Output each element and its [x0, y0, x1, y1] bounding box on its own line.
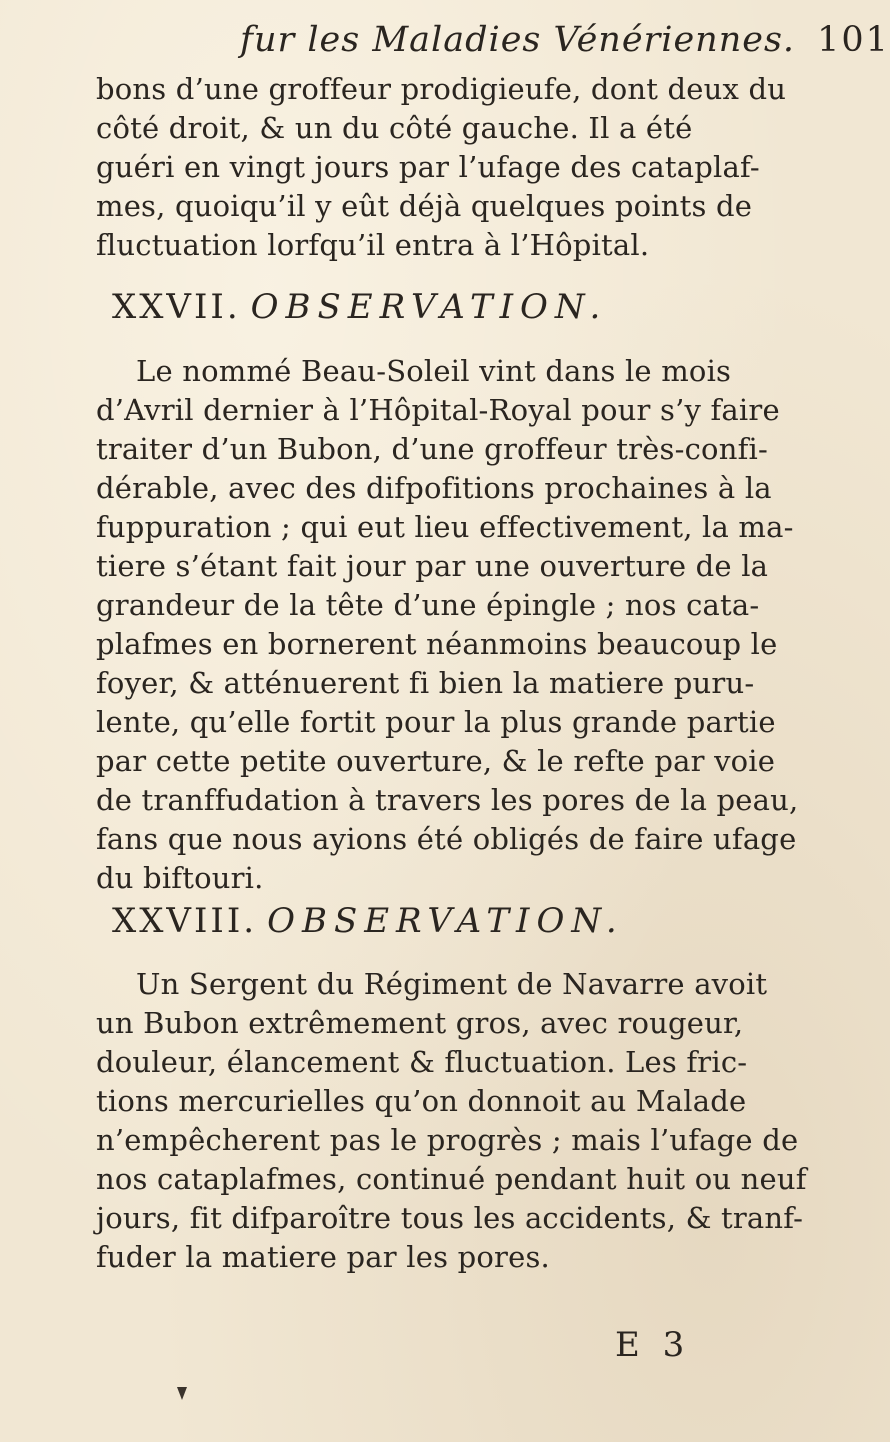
- paragraph-continuation: [96, 70, 786, 265]
- text-line: côté droit, & un du côté gauche. Il a été: [96, 111, 693, 145]
- text-line: par cette petite ouverture, & le refte par voie: [96, 744, 776, 778]
- text-line: nos cataplafmes, continué pendant huit ou neuf: [96, 1162, 807, 1196]
- text-line: fuppuration ; qui eut lieu effectivement, la ma-: [96, 510, 794, 544]
- paragraph-observation-28: [96, 965, 807, 1277]
- signature-mark: E 3: [615, 1325, 691, 1365]
- text-line: traiter d’un Bubon, d’une groffeur très-confi-: [96, 432, 768, 466]
- text-line: fuder la matiere par les pores.: [96, 1240, 550, 1274]
- heading-word: OBSERVATION.: [250, 287, 608, 327]
- text-line: fans que nous ayions été obligés de faire ufage: [96, 822, 797, 856]
- observation-heading-28: [112, 896, 752, 946]
- text-line: plafmes en bornerent néanmoins beaucoup le: [96, 627, 778, 661]
- text-line: fluctuation lorfqu’il entra à l’Hôpital.: [96, 228, 650, 262]
- text-line: Un Sergent du Régiment de Navarre avoit: [136, 967, 768, 1001]
- text-line: d’Avril dernier à l’Hôpital-Royal pour s’y faire: [96, 393, 780, 427]
- text-line: de tranffudation à travers les pores de la peau,: [96, 783, 799, 817]
- text-line: un Bubon extrêmement gros, avec rougeur,: [96, 1006, 744, 1040]
- observation-heading-27: [112, 282, 752, 332]
- text-line: grandeur de la tête d’une épingle ; nos cata-: [96, 588, 760, 622]
- text-line: tiere s’étant fait jour par une ouverture de la: [96, 549, 769, 583]
- text-line: bons d’une groffeur prodigieufe, dont deux du: [96, 72, 787, 106]
- text-line: douleur, élancement & fluctuation. Les fric-: [96, 1045, 748, 1079]
- text-line: foyer, & atténuerent fi bien la matiere puru-: [96, 666, 755, 700]
- text-line: tions mercurielles qu’on donnoit au Malade: [96, 1084, 747, 1118]
- text-line: jours, fit difparoître tous les accidents, & tranf-: [96, 1201, 804, 1235]
- text-line: n’empêcherent pas le progrès ; mais l’ufage de: [96, 1123, 799, 1157]
- text-line: mes, quoiqu’il y eût déjà quelques points de: [96, 189, 753, 223]
- heading-word: OBSERVATION.: [267, 901, 624, 941]
- text-line: dérable, avec des difpofitions prochaines à la: [96, 471, 772, 505]
- heading-numeral: XXVII.: [112, 287, 241, 327]
- paragraph-observation-27: [96, 352, 799, 898]
- running-head: [240, 20, 890, 68]
- page-number: 101: [817, 20, 890, 60]
- running-head-title: fur les Maladies Vénériennes.: [240, 20, 796, 60]
- text-line: Le nommé Beau-Soleil vint dans le mois: [136, 354, 732, 388]
- text-line: guéri en vingt jours par l’ufage des cataplaf-: [96, 150, 760, 184]
- text-line: lente, qu’elle fortit pour la plus grande partie: [96, 705, 776, 739]
- text-line: du biftouri.: [96, 861, 264, 895]
- heading-numeral: XXVIII.: [112, 901, 258, 941]
- ink-blot-icon: [175, 1385, 189, 1401]
